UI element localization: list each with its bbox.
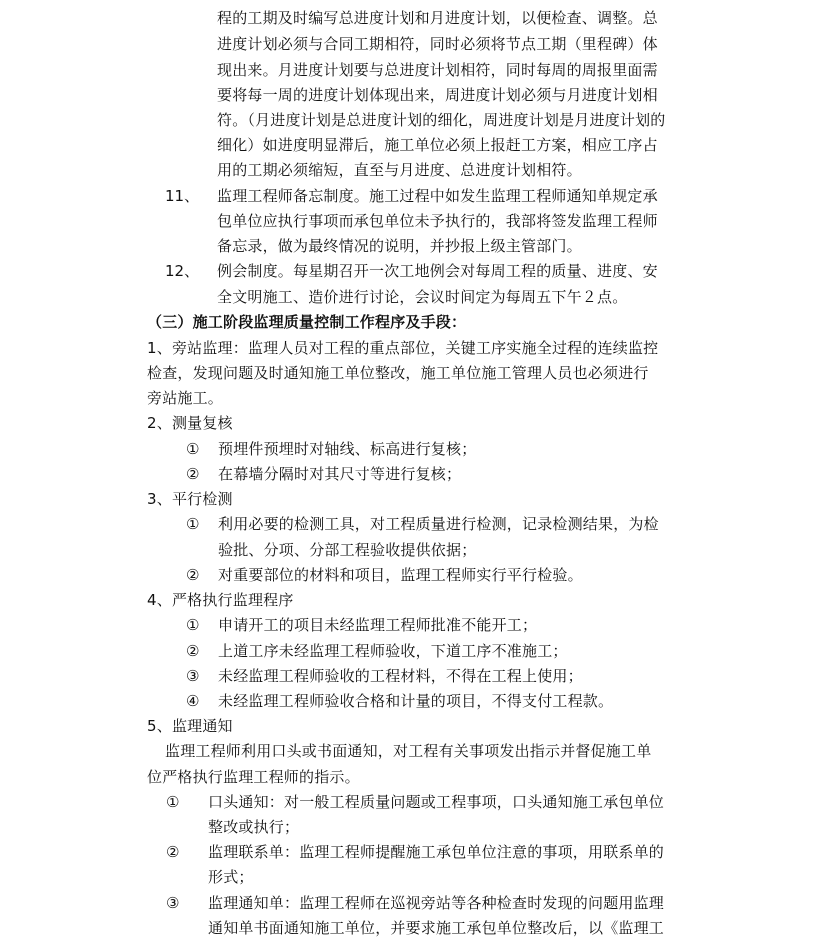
item-marker: ② <box>186 566 200 584</box>
item-marker: ② <box>186 642 200 660</box>
item-marker: ② <box>166 843 180 861</box>
text-line: 形式； <box>208 868 254 886</box>
text-line: 对重要部位的材料和项目，监理工程师实行平行检验。 <box>218 566 583 584</box>
item-marker: ④ <box>186 692 200 710</box>
text-line: 进度计划必须与合同工期相符，同时必须将节点工期（里程碑）体 <box>217 35 658 53</box>
text-line: 检查，发现问题及时通知施工单位整改，施工单位施工管理人员也必须进行 <box>147 364 649 382</box>
text-line: 监理工程师备忘制度。施工过程中如发生监理工程师通知单规定承 <box>217 187 658 205</box>
text-line: 上道工序未经监理工程师验收，下道工序不准施工； <box>218 642 568 660</box>
text-line: 预埋件预埋时对轴线、标高进行复核； <box>218 440 477 458</box>
text-line: 申请开工的项目未经监理工程师批准不能开工； <box>218 616 538 634</box>
text-line: 整改或执行； <box>208 818 300 836</box>
item-marker: ③ <box>166 894 180 912</box>
text-line: 要将每一周的进度计划体现出来，周进度计划必须与月进度计划相 <box>217 86 658 104</box>
item-number: 12、 <box>165 262 200 280</box>
subsection-title: 5、监理通知 <box>147 717 233 735</box>
text-line: 例会制度。每星期召开一次工地例会对每周工程的质量、进度、安 <box>217 262 658 280</box>
item-marker: ② <box>186 465 200 483</box>
text-line: 监理通知单：监理工程师在巡视旁站等各种检查时发现的问题用监理 <box>208 894 665 912</box>
subsection-title: 4、严格执行监理程序 <box>147 591 294 609</box>
item-marker: ① <box>166 793 180 811</box>
text-line: 细化）如进度明显滞后，施工单位必须上报赶工方案，相应工序占 <box>217 136 658 154</box>
text-line: 备忘录，做为最终情况的说明，并抄报上级主管部门。 <box>217 237 582 255</box>
item-marker: ① <box>186 515 200 533</box>
item-number: 11、 <box>165 187 200 205</box>
text-line: 未经监理工程师验收的工程材料，不得在工程上使用； <box>218 667 583 685</box>
text-line: 通知单书面通知施工单位，并要求施工承包单位整改后，以《监理工 <box>208 919 665 937</box>
item-marker: ① <box>186 616 200 634</box>
text-line: 未经监理工程师验收合格和计量的项目，不得支付工程款。 <box>218 692 614 710</box>
text-line: 全文明施工、造价进行讨论，会议时间定为每周五下午２点。 <box>217 288 628 306</box>
text-line: 验批、分项、分部工程验收提供依据； <box>218 541 477 559</box>
text-line: 利用必要的检测工具，对工程质量进行检测，记录检测结果，为检 <box>218 515 659 533</box>
item-marker: ③ <box>186 667 200 685</box>
text-line: 现出来。月进度计划要与总进度计划相符，同时每周的周报里面需 <box>217 61 658 79</box>
text-line: 监理工程师利用口头或书面通知，对工程有关事项发出指示并督促施工单 <box>165 742 652 760</box>
text-line: 程的工期及时编写总进度计划和月进度计划，以便检查、调整。总 <box>217 9 658 27</box>
text-line: 位严格执行监理工程师的指示。 <box>147 768 360 786</box>
item-marker: ① <box>186 440 200 458</box>
section-heading: （三）施工阶段监理质量控制工作程序及手段： <box>147 313 467 331</box>
text-line: 旁站施工。 <box>147 389 224 407</box>
text-line: 包单位应执行事项而承包单位未予执行的，我部将签发监理工程师 <box>217 212 658 230</box>
text-line: 口头通知：对一般工程质量问题或工程事项，口头通知施工承包单位 <box>208 793 665 811</box>
text-line: 监理联系单：监理工程师提醒施工承包单位注意的事项，用联系单的 <box>208 843 665 861</box>
subsection-title: 2、测量复核 <box>147 414 233 432</box>
text-line: 用的工期必须缩短，直至与月进度、总进度计划相符。 <box>217 161 582 179</box>
subsection-title: 3、平行检测 <box>147 490 233 508</box>
text-line: 在幕墙分隔时对其尺寸等进行复核； <box>218 465 462 483</box>
text-line: 1、旁站监理：监理人员对工程的重点部位，关键工序实施全过程的连续监控 <box>147 339 659 357</box>
text-line: 符。（月进度计划是总进度计划的细化，周进度计划是月进度计划的 <box>217 111 666 129</box>
